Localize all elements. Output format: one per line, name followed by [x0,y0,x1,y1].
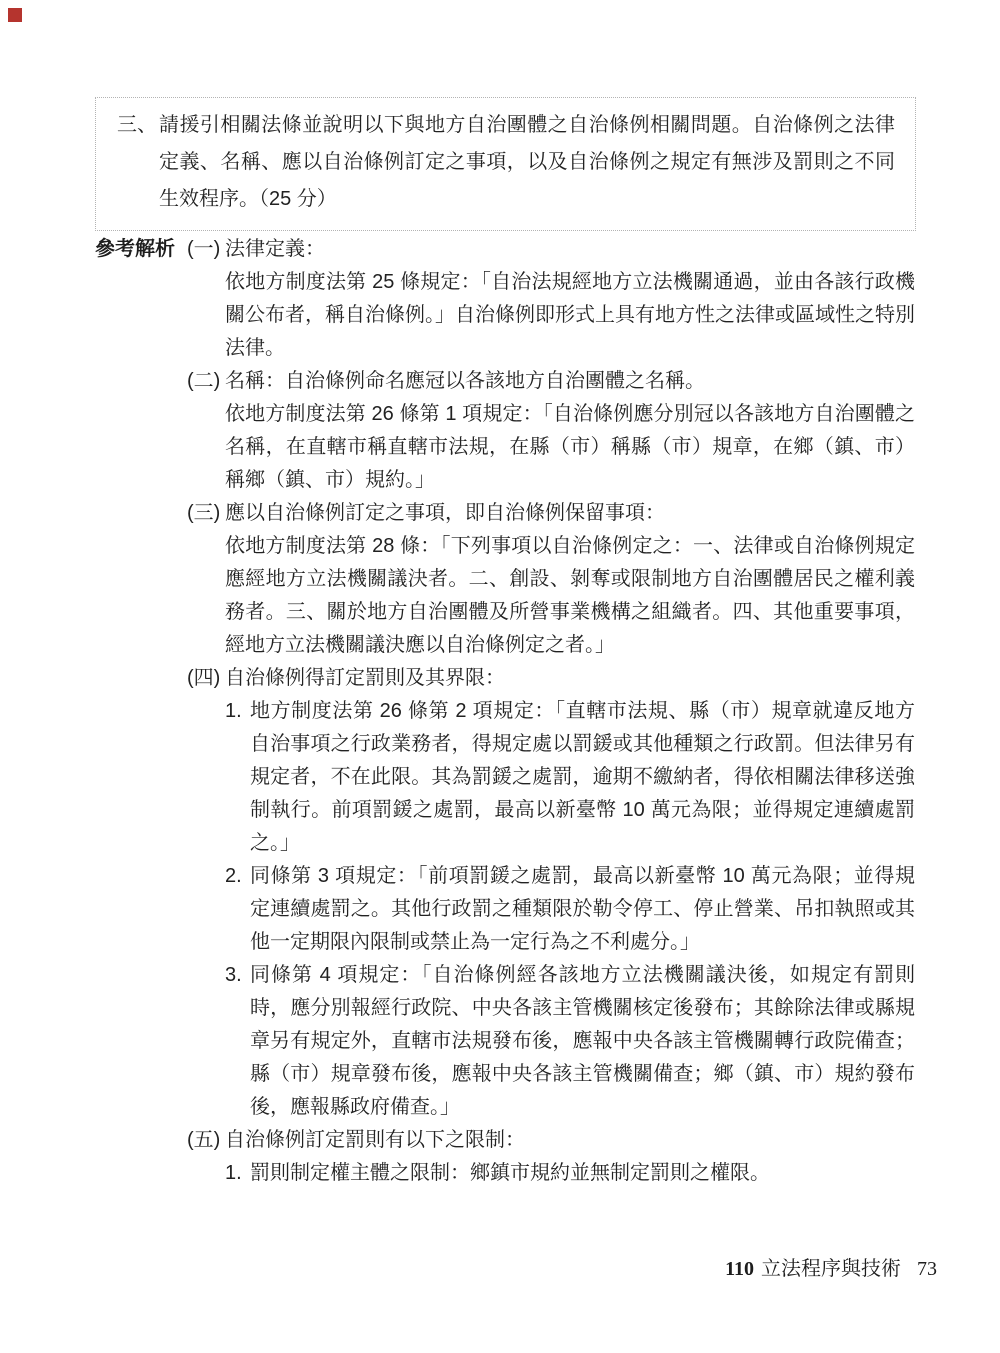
section-label: (一) [187,238,221,260]
section-5-penalty-restrictions [187,1124,915,1190]
section-title: 法律定義： [225,238,325,260]
section-4-penalty-limits [187,662,915,1124]
section-paragraph: 依地方制度法第 28 條：「下列事項以自治條例定之：一、法律或自治條例規定應經地方立法機關議決者。二、創設、剝奪或限制地方自治團體居民之權利義務者。三、關於地方自治團體及所營事業機構之組織者。四、其他重要事項，經地方立法機關議決應以自治條例定之者。」 [225,535,915,656]
section-label: (五) [187,1129,221,1151]
item-text: 地方制度法第 26 條第 2 項規定：「直轄市法規、縣（市）規章就違反地方自治事項之行政業務者，得規定處以罰鍰或其他種類之行政罰。但法律另有規定者，不在此限。其為罰鍰之處罰，逾期不繳納者，得依相關法律移送強制執行。前項罰鍰之處罰，最高以新臺幣 10 萬元為限；並得規定連續處罰之。」 [250,700,915,854]
item-text: 同條第 4 項規定：「自治條例經各該地方立法機關議決後，如規定有罰則時，應分別報經行政院、中央各該主管機關核定後發布；其餘除法律或縣規章另有規定外，直轄市法規發布後，應報中央各該主管機關轉行政院備查；縣（市）規章發布後，應報中央各該主管機關備查；鄉（鎮、市）規約發布後，應報縣政府備查。」 [250,964,915,1118]
subject-title: 立法程序與技術 [761,1258,901,1280]
question-box [95,97,916,231]
section-label: (四) [187,667,221,689]
page-footer [725,1255,937,1283]
analysis-sections [187,233,915,1190]
list-item [225,959,915,1124]
list-item [225,1157,915,1190]
analysis-label: 參考解析 [95,238,175,260]
exam-year: 110 [725,1258,754,1280]
section-paragraph: 依地方制度法第 26 條第 1 項規定：「自治條例應分別冠以各該地方自治團體之名稱，在直轄市稱直轄市法規，在縣（市）稱縣（市）規章，在鄉（鎮、市）稱鄉（鎮、市）規約。」 [225,403,915,491]
section-title: 應以自治條例訂定之事項，即自治條例保留事項： [225,502,665,524]
item-text: 同條第 3 項規定：「前項罰鍰之處罰，最高以新臺幣 10 萬元為限；並得規定連續處罰之。其他行政罰之種類限於勒令停工、停止營業、吊扣執照或其他一定期限內限制或禁止為一定行為之不利處分。」 [250,865,915,953]
section-1-legal-definition [187,233,915,365]
question-text: 請援引相關法條並說明以下與地方自治團體之自治條例相關問題。自治條例之法律定義、名稱、應以自治條例訂定之事項，以及自治條例之規定有無涉及罰則之不同生效程序。（25 分） [159,114,895,210]
item-number: 2. [225,865,242,887]
section-3-reserved-matters [187,497,915,662]
analysis-block [95,233,915,1190]
section-label: (二) [187,370,221,392]
list-item [225,695,915,860]
question-number: 三、 [117,114,157,136]
section-title: 自治條例得訂定罰則及其界限： [225,667,505,689]
item-number: 3. [225,964,242,986]
section-label: (三) [187,502,221,524]
section-paragraph: 依地方制度法第 25 條規定：「自治法規經地方立法機關通過，並由各該行政機關公布者，稱自治條例。」自治條例即形式上具有地方性之法律或區域性之特別法律。 [225,271,915,359]
section-2-name [187,365,915,497]
item-number: 1. [225,700,242,722]
section-title: 名稱：自治條例命名應冠以各該地方自治團體之名稱。 [225,370,705,392]
item-text: 罰則制定權主體之限制：鄉鎮市規約並無制定罰則之權限。 [250,1162,770,1184]
page-corner-marker [8,8,22,22]
list-item [225,860,915,959]
section-title: 自治條例訂定罰則有以下之限制： [225,1129,525,1151]
item-number: 1. [225,1162,242,1184]
page-number: 73 [917,1258,937,1280]
